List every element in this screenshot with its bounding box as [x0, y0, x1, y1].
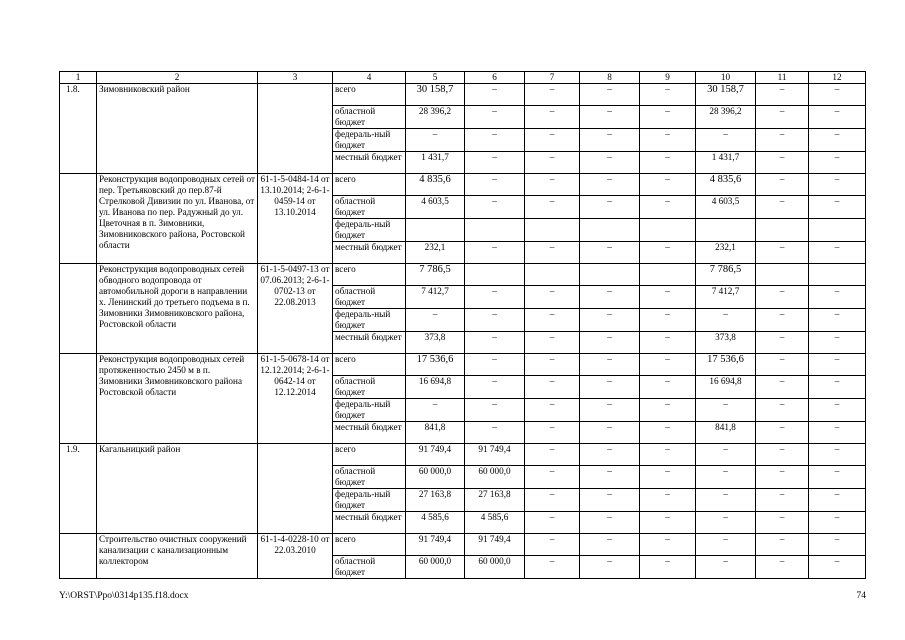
funding-source: всего	[333, 534, 406, 556]
amount-cell: 16 694,8	[696, 376, 756, 399]
amount-cell: 60 000,0	[406, 556, 465, 579]
amount-cell: 841,8	[406, 422, 465, 444]
amount-cell: –	[465, 286, 525, 309]
amount-cell: –	[640, 466, 696, 489]
col-header: 7	[525, 72, 580, 84]
col-header: 3	[258, 72, 333, 84]
amount-cell: 7 412,7	[406, 286, 465, 309]
amount-cell	[809, 264, 866, 286]
table-row	[60, 354, 866, 376]
amount-cell: 91 749,4	[465, 444, 525, 466]
amount-cell: –	[525, 376, 580, 399]
amount-cell: –	[809, 332, 866, 354]
object-name: Строительство очистных сооружений канализации с канализационным коллектором	[97, 534, 258, 579]
amount-cell: –	[756, 422, 809, 444]
funding-source: областной бюджет	[333, 556, 406, 579]
amount-cell: –	[525, 556, 580, 579]
amount-cell: –	[809, 129, 866, 152]
amount-cell: –	[640, 399, 696, 422]
amount-cell: 60 000,0	[465, 556, 525, 579]
document-reference: 61-1-5-0497-13 от 07.06.2013; 2-6-1-0702-13 от 22.08.2013	[258, 264, 333, 354]
amount-cell: –	[580, 466, 640, 489]
amount-cell	[809, 219, 866, 242]
amount-cell	[580, 219, 640, 242]
funding-source: федераль-ный бюджет	[333, 399, 406, 422]
amount-cell: –	[809, 444, 866, 466]
col-header: 12	[809, 72, 866, 84]
amount-cell	[640, 264, 696, 286]
amount-cell: 17 536,6	[696, 354, 756, 376]
amount-cell: –	[406, 309, 465, 332]
amount-cell: –	[809, 106, 866, 129]
amount-cell	[756, 264, 809, 286]
amount-cell: –	[696, 466, 756, 489]
item-number	[60, 534, 97, 579]
amount-cell: –	[580, 376, 640, 399]
amount-cell	[580, 264, 640, 286]
amount-cell: –	[756, 556, 809, 579]
document-reference: 61-1-5-0678-14 от 12.12.2014; 2-6-1-0642-14 от 12.12.2014	[258, 354, 333, 444]
object-name: Реконструкция водопроводных сетей протяженностью 2450 м в п. Зимовники Зимовниковского района Ростовской области	[97, 354, 258, 444]
amount-cell: –	[465, 354, 525, 376]
amount-cell: –	[756, 534, 809, 556]
amount-cell: 28 396,2	[696, 106, 756, 129]
col-header: 8	[580, 72, 640, 84]
amount-cell: –	[756, 354, 809, 376]
item-number	[60, 354, 97, 444]
amount-cell: 232,1	[406, 242, 465, 264]
amount-cell: –	[525, 152, 580, 174]
amount-cell: –	[465, 174, 525, 196]
amount-cell: –	[465, 242, 525, 264]
amount-cell: –	[640, 422, 696, 444]
funding-source: областной бюджет	[333, 466, 406, 489]
amount-cell: –	[525, 84, 580, 106]
funding-source: федераль-ный бюджет	[333, 219, 406, 242]
funding-source: всего	[333, 264, 406, 286]
amount-cell: –	[525, 129, 580, 152]
amount-cell: –	[640, 309, 696, 332]
amount-cell: –	[640, 106, 696, 129]
amount-cell: –	[756, 466, 809, 489]
item-number	[60, 174, 97, 264]
amount-cell: –	[756, 129, 809, 152]
amount-cell: –	[756, 106, 809, 129]
funding-source: федераль-ный бюджет	[333, 489, 406, 512]
amount-cell: 373,8	[696, 332, 756, 354]
amount-cell: –	[580, 444, 640, 466]
amount-cell: –	[525, 466, 580, 489]
amount-cell: –	[525, 196, 580, 219]
funding-source: местный бюджет	[333, 512, 406, 534]
amount-cell: –	[580, 534, 640, 556]
amount-cell	[465, 219, 525, 242]
document-reference	[258, 444, 333, 534]
amount-cell: –	[640, 332, 696, 354]
amount-cell: 16 694,8	[406, 376, 465, 399]
funding-source: местный бюджет	[333, 422, 406, 444]
amount-cell: –	[580, 512, 640, 534]
item-number: 1.8.	[60, 84, 97, 174]
amount-cell: –	[809, 399, 866, 422]
amount-cell: 373,8	[406, 332, 465, 354]
amount-cell: –	[525, 399, 580, 422]
amount-cell: –	[525, 242, 580, 264]
amount-cell: 232,1	[696, 242, 756, 264]
amount-cell: –	[525, 106, 580, 129]
amount-cell: –	[809, 286, 866, 309]
amount-cell: –	[640, 556, 696, 579]
table-row	[60, 174, 866, 196]
amount-cell: –	[809, 489, 866, 512]
document-reference	[258, 84, 333, 174]
amount-cell: –	[809, 152, 866, 174]
amount-cell: –	[756, 196, 809, 219]
amount-cell: 30 158,7	[696, 84, 756, 106]
amount-cell: 17 536,6	[406, 354, 465, 376]
amount-cell: –	[640, 286, 696, 309]
col-header: 1	[60, 72, 97, 84]
funding-source: всего	[333, 174, 406, 196]
funding-source: местный бюджет	[333, 242, 406, 264]
amount-cell: –	[756, 399, 809, 422]
funding-source: областной бюджет	[333, 106, 406, 129]
funding-source: всего	[333, 354, 406, 376]
amount-cell: –	[756, 444, 809, 466]
footer-file-path: Y:\ORST\Ppo\0314p135.f18.docx	[59, 591, 189, 601]
amount-cell: 7 786,5	[696, 264, 756, 286]
amount-cell: –	[525, 534, 580, 556]
amount-cell: –	[696, 399, 756, 422]
amount-cell: –	[756, 512, 809, 534]
funding-source: областной бюджет	[333, 376, 406, 399]
amount-cell: 1 431,7	[696, 152, 756, 174]
funding-source: областной бюджет	[333, 196, 406, 219]
amount-cell: –	[640, 489, 696, 512]
amount-cell: 91 749,4	[406, 534, 465, 556]
col-header: 5	[406, 72, 465, 84]
amount-cell: 27 163,8	[406, 489, 465, 512]
amount-cell: –	[580, 489, 640, 512]
amount-cell: –	[809, 466, 866, 489]
amount-cell: –	[640, 152, 696, 174]
amount-cell: –	[696, 534, 756, 556]
col-header: 10	[696, 72, 756, 84]
amount-cell: –	[525, 332, 580, 354]
amount-cell: –	[525, 286, 580, 309]
amount-cell: –	[580, 196, 640, 219]
amount-cell: –	[580, 84, 640, 106]
amount-cell: –	[580, 106, 640, 129]
amount-cell: –	[696, 444, 756, 466]
object-name: Реконструкция водопроводных сетей обводного водопровода от автомобильной дороги в направлении х. Ленинский до третьего подъема в п. Зимовники Зимовниковского района, Ростовской области	[97, 264, 258, 354]
amount-cell: –	[809, 174, 866, 196]
amount-cell: –	[809, 242, 866, 264]
col-header: 11	[756, 72, 809, 84]
amount-cell	[525, 264, 580, 286]
amount-cell: 4 835,6	[696, 174, 756, 196]
amount-cell: –	[756, 242, 809, 264]
table-row	[60, 534, 866, 556]
amount-cell: –	[580, 129, 640, 152]
amount-cell: –	[696, 489, 756, 512]
amount-cell: –	[525, 422, 580, 444]
amount-cell: 91 749,4	[406, 444, 465, 466]
amount-cell: 27 163,8	[465, 489, 525, 512]
amount-cell: –	[809, 309, 866, 332]
amount-cell: –	[640, 354, 696, 376]
amount-cell: –	[696, 512, 756, 534]
amount-cell: –	[465, 422, 525, 444]
amount-cell	[406, 219, 465, 242]
amount-cell: –	[696, 309, 756, 332]
funding-source: всего	[333, 444, 406, 466]
amount-cell: –	[580, 242, 640, 264]
document-reference: 61-1-5-0484-14 от 13.10.2014; 2-6-1-0459-14 от 13.10.2014	[258, 174, 333, 264]
amount-cell: –	[809, 354, 866, 376]
amount-cell: –	[756, 174, 809, 196]
amount-cell: –	[756, 84, 809, 106]
amount-cell: 4 603,5	[696, 196, 756, 219]
table-row	[60, 264, 866, 286]
amount-cell: –	[809, 196, 866, 219]
funding-source: федераль-ный бюджет	[333, 129, 406, 152]
funding-source: федераль-ный бюджет	[333, 309, 406, 332]
amount-cell: –	[580, 422, 640, 444]
funding-source: областной бюджет	[333, 286, 406, 309]
amount-cell: –	[809, 84, 866, 106]
amount-cell: –	[465, 332, 525, 354]
amount-cell: –	[809, 534, 866, 556]
amount-cell: –	[525, 309, 580, 332]
amount-cell: –	[580, 174, 640, 196]
amount-cell: 841,8	[696, 422, 756, 444]
amount-cell: –	[640, 534, 696, 556]
amount-cell	[465, 264, 525, 286]
amount-cell: –	[465, 106, 525, 129]
column-number-row	[60, 72, 866, 84]
amount-cell: –	[640, 174, 696, 196]
amount-cell: 30 158,7	[406, 84, 465, 106]
amount-cell: –	[696, 129, 756, 152]
amount-cell: –	[465, 399, 525, 422]
amount-cell: –	[580, 399, 640, 422]
amount-cell: –	[465, 152, 525, 174]
page-number: 74	[856, 591, 866, 601]
amount-cell: 60 000,0	[465, 466, 525, 489]
amount-cell: –	[580, 309, 640, 332]
amount-cell: –	[809, 556, 866, 579]
amount-cell	[756, 219, 809, 242]
amount-cell: –	[525, 174, 580, 196]
col-header: 9	[640, 72, 696, 84]
amount-cell: –	[809, 512, 866, 534]
amount-cell: –	[525, 512, 580, 534]
amount-cell: –	[465, 84, 525, 106]
col-header: 6	[465, 72, 525, 84]
amount-cell: –	[465, 196, 525, 219]
amount-cell: –	[640, 84, 696, 106]
amount-cell: 60 000,0	[406, 466, 465, 489]
amount-cell: –	[465, 376, 525, 399]
amount-cell: 91 749,4	[465, 534, 525, 556]
funding-source: местный бюджет	[333, 152, 406, 174]
item-number	[60, 264, 97, 354]
amount-cell: 4 835,6	[406, 174, 465, 196]
amount-cell: –	[756, 152, 809, 174]
amount-cell	[696, 219, 756, 242]
col-header: 2	[97, 72, 258, 84]
amount-cell: –	[756, 489, 809, 512]
amount-cell: –	[696, 556, 756, 579]
amount-cell: –	[406, 129, 465, 152]
amount-cell: –	[406, 399, 465, 422]
amount-cell	[525, 219, 580, 242]
amount-cell: 7 786,5	[406, 264, 465, 286]
amount-cell	[640, 219, 696, 242]
amount-cell: –	[809, 422, 866, 444]
budget-table	[59, 71, 866, 579]
funding-source: местный бюджет	[333, 332, 406, 354]
amount-cell: 4 585,6	[465, 512, 525, 534]
table-row	[60, 84, 866, 106]
amount-cell: 28 396,2	[406, 106, 465, 129]
object-name: Зимовниковский район	[97, 84, 258, 174]
amount-cell: –	[756, 286, 809, 309]
amount-cell: –	[465, 129, 525, 152]
amount-cell: 4 585,6	[406, 512, 465, 534]
amount-cell: –	[756, 376, 809, 399]
amount-cell: –	[640, 242, 696, 264]
amount-cell: –	[756, 309, 809, 332]
object-name: Кагальницкий район	[97, 444, 258, 534]
amount-cell: –	[640, 512, 696, 534]
amount-cell: 4 603,5	[406, 196, 465, 219]
table-row	[60, 444, 866, 466]
amount-cell: 1 431,7	[406, 152, 465, 174]
item-number: 1.9.	[60, 444, 97, 534]
col-header: 4	[333, 72, 406, 84]
amount-cell: –	[525, 489, 580, 512]
amount-cell: –	[640, 129, 696, 152]
amount-cell: –	[525, 354, 580, 376]
amount-cell: –	[756, 332, 809, 354]
amount-cell: –	[640, 444, 696, 466]
amount-cell: –	[525, 444, 580, 466]
amount-cell: –	[640, 196, 696, 219]
amount-cell: –	[580, 354, 640, 376]
amount-cell: 7 412,7	[696, 286, 756, 309]
amount-cell: –	[580, 286, 640, 309]
amount-cell: –	[580, 556, 640, 579]
object-name: Реконструкция водопроводных сетей от пер. Третьяковский до пер.87-й Стрелковой Дивизии по ул. Иванова, от ул. Иванова по пер. Радужный до ул. Цветочная в п. Зимовники, Зимовниковского района, Ростовской области	[97, 174, 258, 264]
amount-cell: –	[580, 152, 640, 174]
funding-source: всего	[333, 84, 406, 106]
amount-cell: –	[640, 376, 696, 399]
amount-cell: –	[465, 309, 525, 332]
document-reference: 61-1-4-0228-10 от 22.03.2010	[258, 534, 333, 579]
amount-cell: –	[809, 376, 866, 399]
amount-cell: –	[580, 332, 640, 354]
